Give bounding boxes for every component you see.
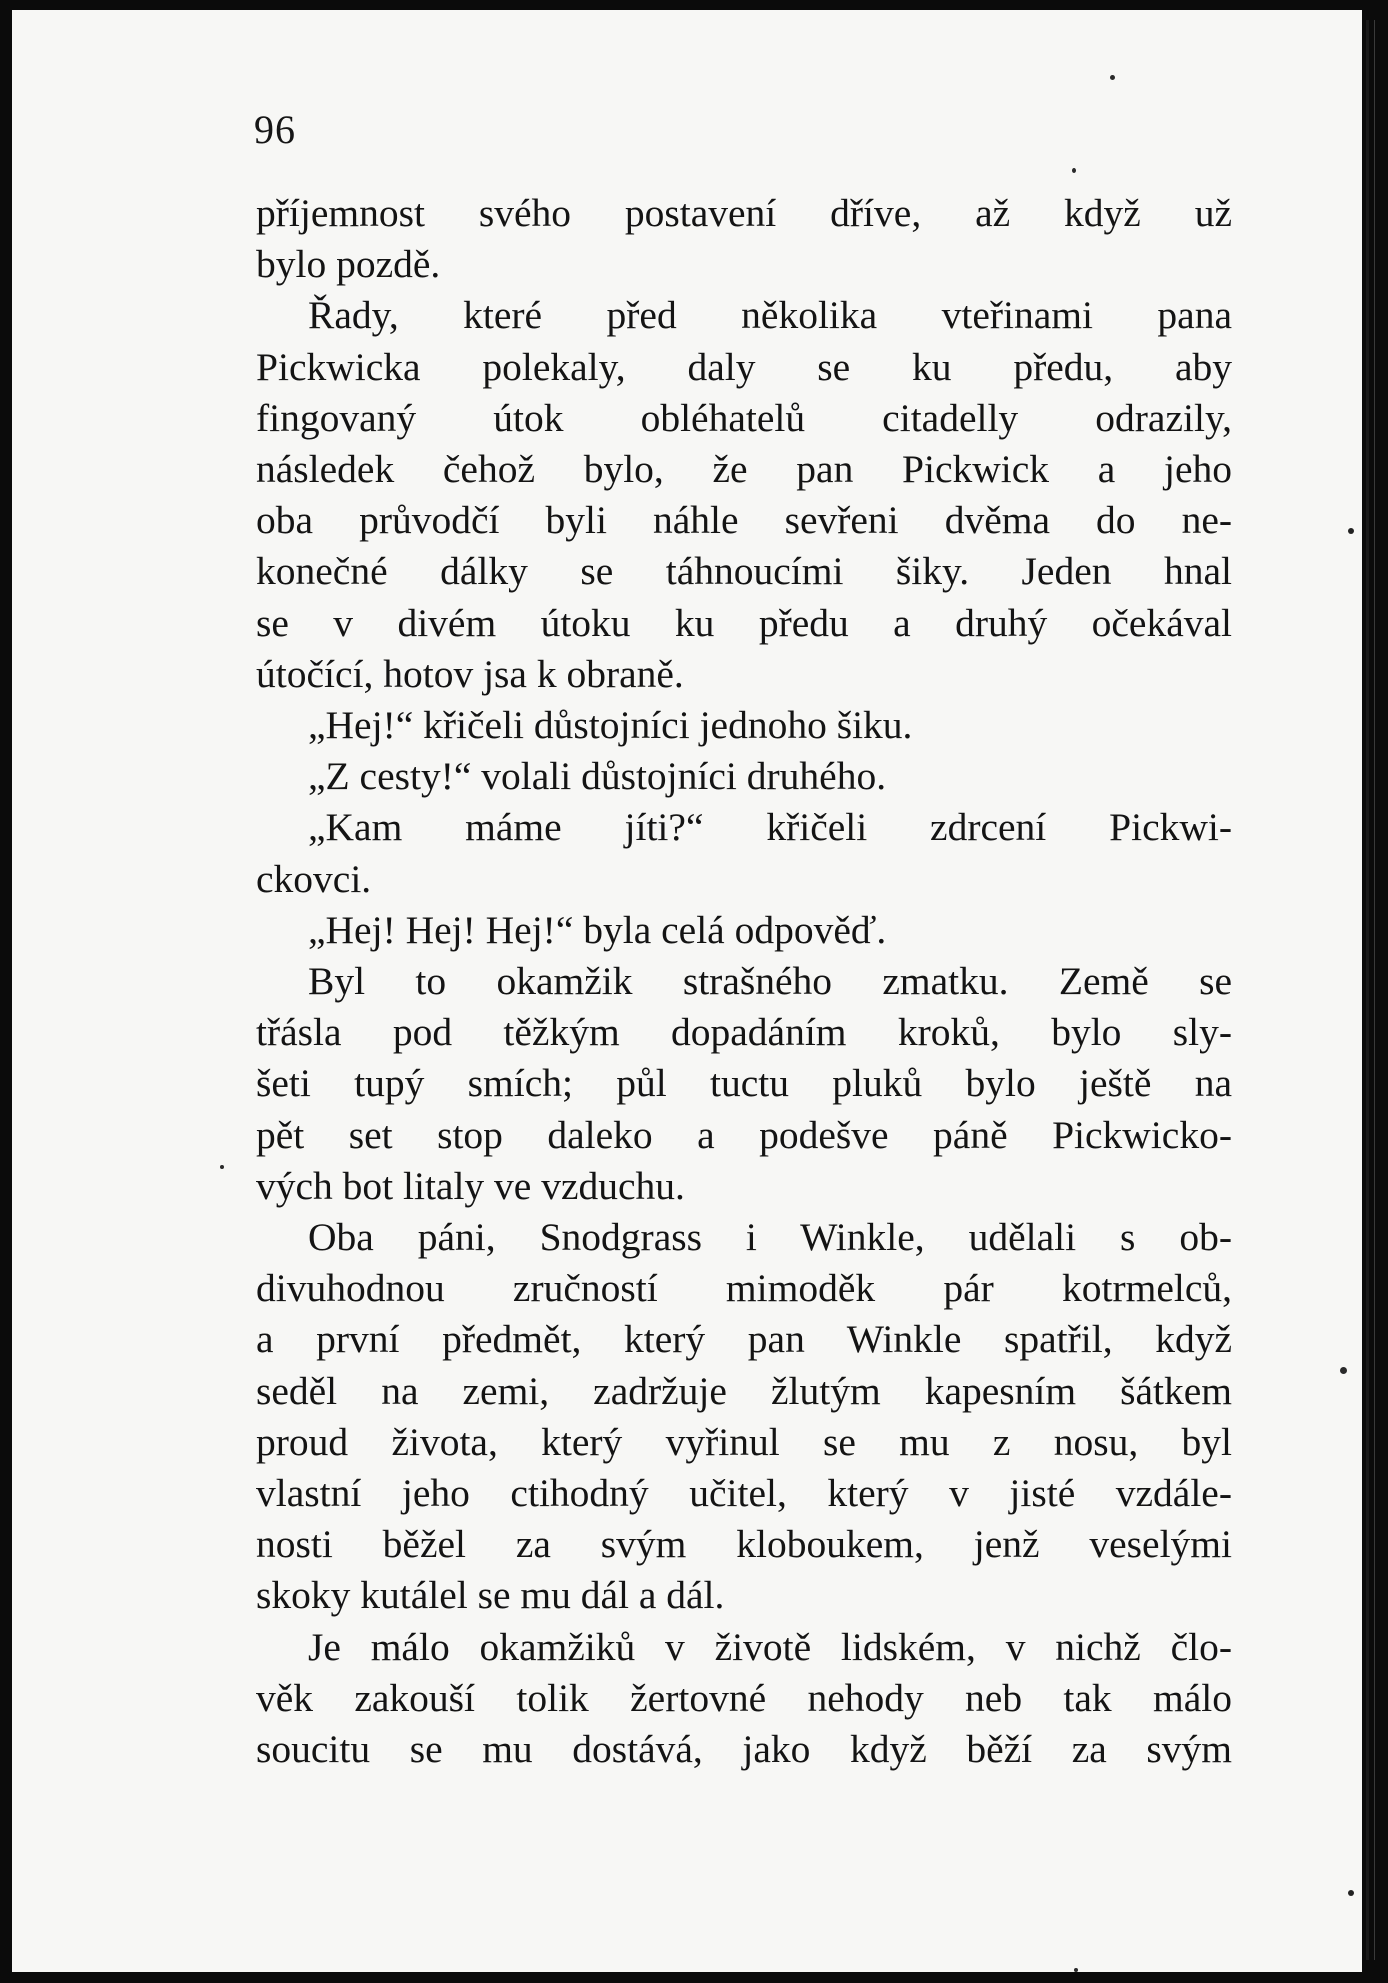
text-line: bylo pozdě. (256, 242, 441, 287)
text-line: věk zakouší tolik žertovné nehody neb tak málo (256, 1675, 1232, 1720)
text-line: seděl na zemi, zadržuje žlutým kapesním šátkem (256, 1368, 1232, 1413)
text-line: proud života, který vyřinul se mu z nosu, byl (256, 1419, 1232, 1464)
text-line: fingovaný útok obléhatelů citadelly odrazily, (256, 395, 1232, 440)
text-line: „Hej! Hej! Hej!“ byla celá odpověď. (308, 907, 887, 952)
page-number: 96 (254, 107, 296, 152)
body-text (256, 188, 1232, 1775)
text-line: třásla pod těžkým dopadáním kroků, bylo sly- (256, 1010, 1232, 1055)
text-line: „Hej!“ křičeli důstojníci jednoho šiku. (308, 703, 913, 748)
text-line: následek čehož bylo, že pan Pickwick a jeho (256, 447, 1232, 492)
ink-speck (1110, 75, 1115, 80)
ink-speck (1340, 1367, 1347, 1374)
text-line: útočící, hotov jsa k obraně. (256, 651, 684, 696)
text-line: pět set stop daleko a podešve páně Pickwicko- (256, 1112, 1232, 1157)
binding-edge (1366, 20, 1369, 1960)
text-line: a první předmět, který pan Winkle spatřil, když (256, 1317, 1232, 1362)
text-line: Je málo okamžiků v životě lidském, v nichž člo- (308, 1624, 1232, 1669)
text-line: vých bot litaly ve vzduchu. (256, 1163, 685, 1208)
text-line: divuhodnou zručností mimoděk pár kotrmelců, (256, 1266, 1232, 1311)
text-line: konečné dálky se táhnoucími šiky. Jeden hnal (256, 549, 1232, 594)
text-line: nosti běžel za svým kloboukem, jenž veselými (256, 1522, 1232, 1567)
ink-speck (1072, 168, 1076, 173)
text-line: Pickwicka polekaly, daly se ku předu, aby (256, 344, 1232, 389)
text-line: Oba páni, Snodgrass i Winkle, udělali s ob- (308, 1215, 1232, 1260)
text-line: se v divém útoku ku předu a druhý očekával (256, 600, 1232, 645)
text-line: oba průvodčí byli náhle sevřeni dvěma do ne- (256, 498, 1232, 543)
ink-speck (220, 1165, 224, 1169)
ink-speck (1074, 1968, 1078, 1972)
text-line: soucitu se mu dostává, jako když běží za svým (256, 1727, 1232, 1772)
text-line: „Z cesty!“ volali důstojníci druhého. (308, 754, 887, 799)
text-line: „Kam máme jíti?“ křičeli zdrcení Pickwi- (308, 805, 1232, 850)
text-line: ckovci. (256, 856, 372, 901)
binding-edge (1374, 20, 1375, 1960)
text-line: skoky kutálel se mu dál a dál. (256, 1573, 725, 1618)
text-line: vlastní jeho ctihodný učitel, který v jisté vzdále- (256, 1471, 1232, 1516)
text-line: šeti tupý smích; půl tuctu pluků bylo ještě na (256, 1061, 1232, 1106)
text-line: Řady, které před několika vteřinami pana (308, 293, 1232, 338)
text-line: Byl to okamžik strašného zmatku. Země se (308, 959, 1232, 1004)
edge-mark (1348, 528, 1354, 534)
edge-mark (1348, 1890, 1354, 1896)
text-line: příjemnost svého postavení dříve, až když už (256, 191, 1232, 235)
